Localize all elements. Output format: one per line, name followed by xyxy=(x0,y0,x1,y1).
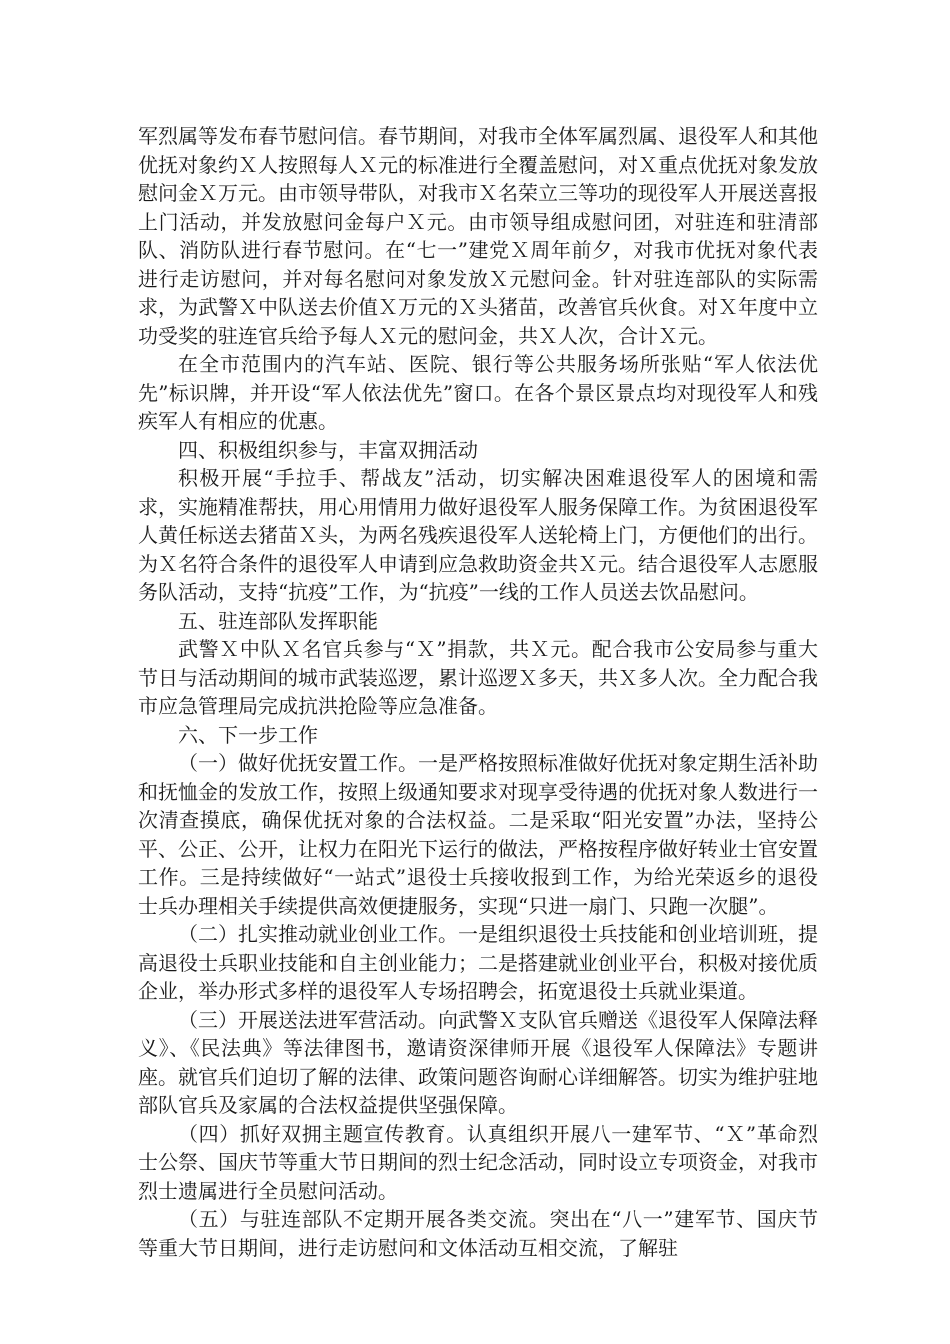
paragraph-7: （三）开展送法进军营活动。向武警Ｘ支队官兵赠送《退役军人保障法释义》、《民法典》等法律图书，邀请资深律师开展《退役军人保障法》专题讲座。就官兵们迫切了解的法律、政策问题咨询耐心详细解答。切实为维护驻地部队官兵及家属的合法权益提供坚强保障。 xyxy=(138,1007,818,1117)
paragraph-9: （五）与驻连部队不定期开展各类交流。突出在“八一”建军节、国庆节等重大节日期间，进行走访慰问和文体活动互相交流，了解驻 xyxy=(138,1207,818,1260)
paragraph-4: 武警Ｘ中队Ｘ名官兵参与“Ｘ”捐款，共Ｘ元。配合我市公安局参与重大节日与活动期间的城市武装巡逻，累计巡逻Ｘ多天，共Ｘ多人次。全力配合我市应急管理局完成抗洪抢险等应急准备。 xyxy=(138,637,818,718)
paragraph-8: （四）抓好双拥主题宣传教育。认真组织开展八一建军节、“Ｘ”革命烈士公祭、国庆节等重大节日期间的烈士纪念活动，同时设立专项资金，对我市烈士遗属进行全员慰问活动。 xyxy=(138,1121,818,1203)
paragraph-2: 在全市范围内的汽车站、医院、银行等公共服务场所张贴“军人依法优先”标识牌，并开设“军人依法优先”窗口。在各个景区景点均对现役军人和残疾军人有相应的优惠。 xyxy=(138,352,818,433)
paragraph-1: 军烈属等发布春节慰问信。春节期间，对我市全体军属烈属、退役军人和其他优抚对象约Ｘ人按照每人Ｘ元的标准进行全覆盖慰问，对Ｘ重点优抚对象发放慰问金Ｘ万元。由市领导带队，对我市Ｘ名荣立三等功的现役军人开展送喜报上门活动，并发放慰问金每户Ｘ元。由市领导组成慰问团，对驻连和驻清部队、消防队进行春节慰问。在“七一”建党Ｘ周年前夕，对我市优抚对象代表进行走访慰问，并对每名慰问对象发放Ｘ元慰问金。针对驻连部队的实际需求，为武警Ｘ中队送去价值Ｘ万元的Ｘ头猪苗，改善官兵伙食。对Ｘ年度中立功受奖的驻连官兵给予每人Ｘ元的慰问金，共Ｘ人次，合计Ｘ元。 xyxy=(138,124,818,348)
paragraph-5: （一）做好优抚安置工作。一是严格按照标准做好优抚对象定期生活补助和抚恤金的发放工作，按照上级通知要求对现享受待遇的优抚对象人数进行一次清查摸底，确保优抚对象的合法权益。二是采取“阳光安置”办法，坚持公平、公正、公开，让权力在阳光下运行的做法，严格按程序做好转业士官安置工作。三是持续做好“一站式”退役士兵接收报到工作，为给光荣返乡的退役士兵办理相关手续提供高效便捷服务，实现“只进一扇门、只跑一次腿”。 xyxy=(138,751,818,918)
section-heading-4: 四、积极组织参与，丰富双拥活动 xyxy=(178,437,478,462)
paragraph-3: 积极开展“手拉手、帮战友”活动，切实解决困难退役军人的困境和需求，实施精准帮扶，用心用情用力做好退役军人服务保障工作。为贫困退役军人黄任标送去猪苗Ｘ头，为两名残疾退役军人送轮椅上门，方便他们的出行。为Ｘ名符合条件的退役军人申请到应急救助资金共Ｘ元。结合退役军人志愿服务队活动，支持“抗疫”工作，为“抗疫”一线的工作人员送去饮品慰问。 xyxy=(138,466,818,604)
section-heading-5: 五、驻连部队发挥职能 xyxy=(178,608,378,633)
document-body xyxy=(138,122,818,1262)
section-heading-6: 六、下一步工作 xyxy=(178,722,318,747)
paragraph-6: （二）扎实推动就业创业工作。一是组织退役士兵技能和创业培训班，提高退役士兵职业技能和自主创业能力；二是搭建就业创业平台，积极对接优质企业，举办形式多样的退役军人专场招聘会，拓宽退役士兵就业渠道。 xyxy=(138,922,818,1003)
